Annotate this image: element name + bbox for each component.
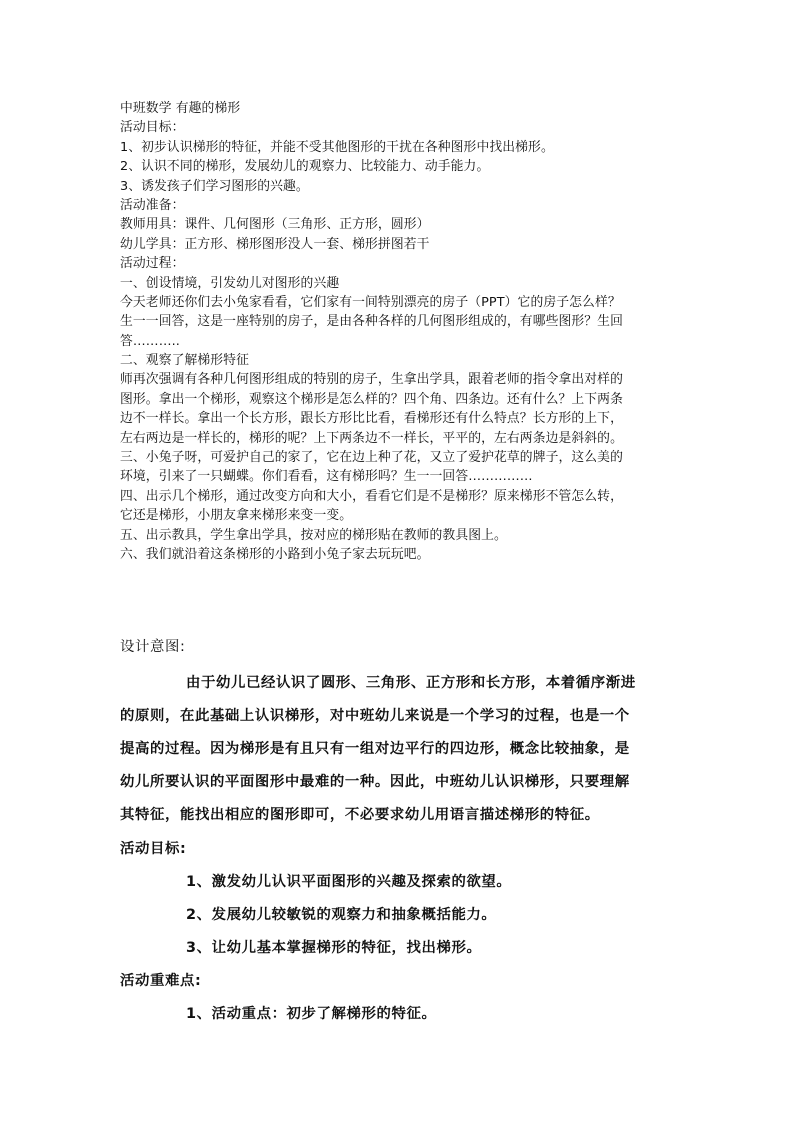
- design-intent-heading: 设计意图:: [120, 639, 186, 655]
- design-paragraph-line: 由于幼儿已经认识了圆形、三角形、正方形和长方形，本着循序渐进: [186, 675, 636, 691]
- heading-process: 活动过程：: [120, 256, 185, 272]
- goal-item: 2、认识不同的梯形，发展幼儿的观察力、比较能力、动手能力。: [120, 159, 490, 175]
- preparation-item: 教师用具：课件、几何图形（三角形、正方形，圆形）: [120, 217, 430, 233]
- process-text-line: 六、我们就沿着这条梯形的小路到小兔子家去玩玩吧。: [120, 546, 430, 562]
- activity-goal-item: 2、发展幼儿较敏锐的观察力和抽象概括能力。: [186, 907, 497, 923]
- goal-item: 3、诱发孩子们学习图形的兴趣。: [120, 178, 309, 194]
- heading-preparation: 活动准备：: [120, 197, 185, 213]
- process-text-line: 边不一样长。拿出一个长方形，跟长方形比比看，看梯形还有什么特点？长方形的上下，: [120, 411, 623, 427]
- process-text-line: 图形。拿出一个梯形，观察这个梯形是怎么样的？四个角、四条边。还有什么？上下两条: [120, 391, 623, 407]
- process-text-line: 今天老师还你们去小兔家看看，它们家有一间特别漂亮的房子（PPT）它的房子怎么样？: [120, 294, 621, 310]
- heading-goals: 活动目标：: [120, 120, 185, 136]
- key-points-heading: 活动重难点:: [120, 973, 202, 989]
- process-text-line: 三、小兔子呀，可爱护自己的家了，它在边上种了花，又立了爱护花草的牌子，这么美的: [120, 450, 623, 466]
- design-paragraph-line: 其特征，能找出相应的图形即可，不必要求幼儿用语言描述梯形的特征。: [120, 807, 600, 823]
- process-text-line: 五、出示教具，学生拿出学具，按对应的梯形贴在教师的教具图上。: [120, 527, 507, 543]
- activity-goals-heading: 活动目标:: [120, 841, 187, 857]
- process-text-line: 环境，引来了一只蝴蝶。你们看看，这有梯形吗？生一一回答……………: [120, 469, 533, 485]
- process-text-line: 四、出示几个梯形，通过改变方向和大小，看看它们是不是梯形？原来梯形不管怎么转，: [120, 488, 623, 504]
- process-step-heading: 一、创设情境，引发幼儿对图形的兴趣: [120, 275, 340, 291]
- key-point-item: 1、活动重点：初步了解梯形的特征。: [186, 1006, 437, 1022]
- goal-item: 1、初步认识梯形的特征，并能不受其他图形的干扰在各种图形中找出梯形。: [120, 139, 554, 155]
- process-step-heading: 二、观察了解梯形特征: [120, 353, 249, 369]
- design-paragraph-line: 幼儿所要认识的平面图形中最难的一种。因此，中班幼儿认识梯形，只要理解: [120, 774, 630, 790]
- process-text-line: 左右两边是一样长的，梯形的呢？上下两条边不一样长，平平的，左右两条边是斜斜的。: [120, 430, 623, 446]
- preparation-item: 幼儿学具：正方形、梯形图形没人一套、梯形拼图若干: [120, 236, 430, 252]
- process-text-line: 师再次强调有各种几何图形组成的特别的房子，生拿出学具，跟着老师的指令拿出对样的: [120, 372, 623, 388]
- process-text-line: 答………..: [120, 333, 180, 349]
- process-text-line: 它还是梯形，小朋友拿来梯形来变一变。: [120, 508, 353, 524]
- design-paragraph-line: 提高的过程。因为梯形是有且只有一组对边平行的四边形，概念比较抽象，是: [120, 741, 630, 757]
- activity-goal-item: 1、激发幼儿认识平面图形的兴趣及探索的欲望。: [186, 874, 512, 890]
- design-paragraph-line: 的原则，在此基础上认识梯形，对中班幼儿来说是一个学习的过程，也是一个: [120, 708, 630, 724]
- doc-title: 中班数学 有趣的梯形: [120, 101, 241, 116]
- process-text-line: 生一一回答，这是一座特别的房子，是由各种各样的几何图形组成的，有哪些图形？生回: [120, 314, 623, 330]
- activity-goal-item: 3、让幼儿基本掌握梯形的特征，找出梯形。: [186, 940, 482, 956]
- lesson-plan-section: [120, 99, 680, 564]
